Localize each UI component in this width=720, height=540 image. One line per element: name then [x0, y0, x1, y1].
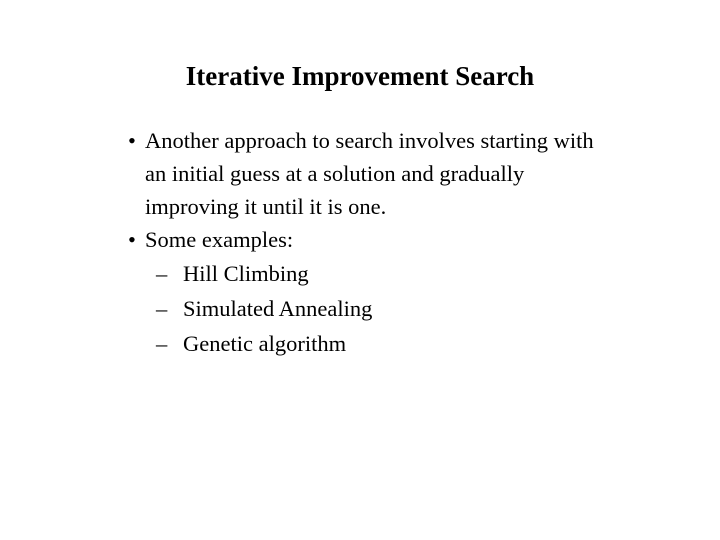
- example-text: Simulated Annealing: [183, 296, 373, 321]
- bullet-item: [128, 124, 598, 223]
- example-item: [156, 326, 598, 361]
- example-text: Genetic algorithm: [183, 331, 347, 356]
- dash-marker: –: [156, 331, 168, 356]
- example-text: Hill Climbing: [183, 261, 309, 286]
- bullet-list: [128, 124, 598, 361]
- dash-marker: –: [156, 261, 168, 286]
- dash-marker: –: [156, 296, 168, 321]
- bullet-text: Another approach to search involves starting with an initial guess at a solution and gradually improving it until it is one.: [145, 128, 594, 219]
- bullet-marker: •: [128, 128, 136, 153]
- bullet-text: Some examples:: [145, 227, 294, 252]
- bullet-marker: •: [128, 227, 136, 252]
- slide-title: Iterative Improvement Search: [185, 61, 535, 91]
- examples-list: [145, 256, 598, 361]
- example-item: [156, 291, 598, 326]
- example-item: [156, 256, 598, 291]
- bullet-item: [128, 223, 598, 361]
